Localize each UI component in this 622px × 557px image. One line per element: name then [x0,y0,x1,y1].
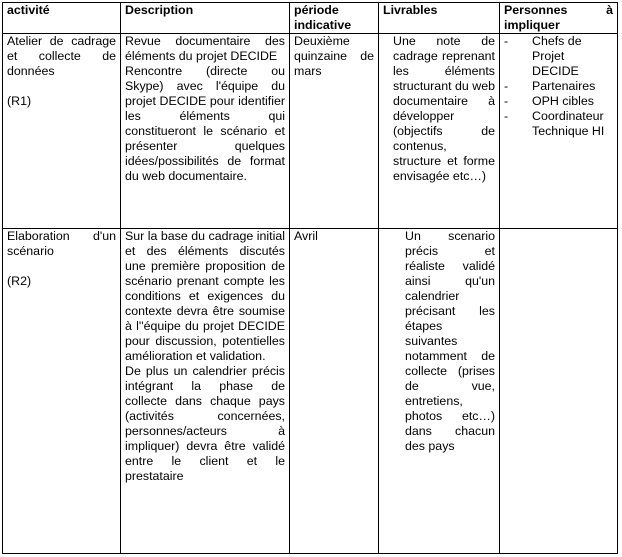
header-personnes [500,3,618,34]
row2-livrables [379,229,500,554]
header-personnes-word3: impliquer [504,18,560,32]
row1-periode [290,34,379,229]
list-item: - OPH cibles [504,94,613,109]
header-personnes-word2: à [606,3,613,17]
periode-text: Deuxième quinzaine de mars [294,34,374,78]
row2-personnes [500,229,618,554]
table-row [3,34,618,229]
header-activite: activité [3,3,121,34]
header-personnes-word1: Personnes [504,3,568,17]
description-paragraph: De plus un calendrier précis intégrant la phase de collecte dans chaque pays (activités concernées, personnes/acteurs à impliquer) devra être validé entre le client et le prestataire [125,364,285,483]
activities-table [2,2,618,554]
activite-ref: (R2) [7,274,32,288]
list-item: - Chefs de Projet DECIDE [504,34,613,79]
list-item: - Partenaires [504,79,613,94]
description-paragraph: Sur la base du cadrage initial et des éléments discutés une première proposition de scénario prenant compte les conditions et exigences du contexte devra être soumise à l''équipe du projet DECIDE pour discussion, potentielles amélioration et validation. [125,229,285,363]
header-description: Description [121,3,290,34]
description-paragraph: Revue documentaire des éléments du projet DECIDE [125,34,285,63]
livrables-text: Un scenario précis et réaliste validé ainsi qu'un calendrier précisant les étapes suivantes notamment de collecte (prises de vue, entretiens, photos etc…) dans chacun des pays [405,229,495,453]
activite-ref: (R1) [7,94,32,108]
row2-periode [290,229,379,554]
livrables-text: Une note de cadrage reprenant les éléments structurant du web documentaire à développer (objectifs de contenus, structure et forme envisagée etc…) [393,34,495,183]
row1-activite [3,34,121,229]
row1-description [121,34,290,229]
personnes-list [504,34,613,139]
description-paragraph: Rencontre (directe ou Skype) avec l'équipe du projet DECIDE pour identifier les éléments qui constitueront le scénario et présenter quelques idées/possibilités de format du web documentaire. [125,64,285,183]
periode-text: Avril [294,229,318,243]
header-row [3,3,618,34]
activite-text: Atelier de cadrage et collecte de données [7,34,116,78]
header-livrables: Livrables [379,3,500,34]
row2-activite [3,229,121,554]
row1-livrables [379,34,500,229]
header-periode: période indicative [290,3,379,34]
list-item: - Coordinateur Technique HI [504,109,613,139]
table-row [3,229,618,554]
row2-description [121,229,290,554]
row1-personnes [500,34,618,229]
activite-text: Elaboration d'un scénario [7,229,116,258]
